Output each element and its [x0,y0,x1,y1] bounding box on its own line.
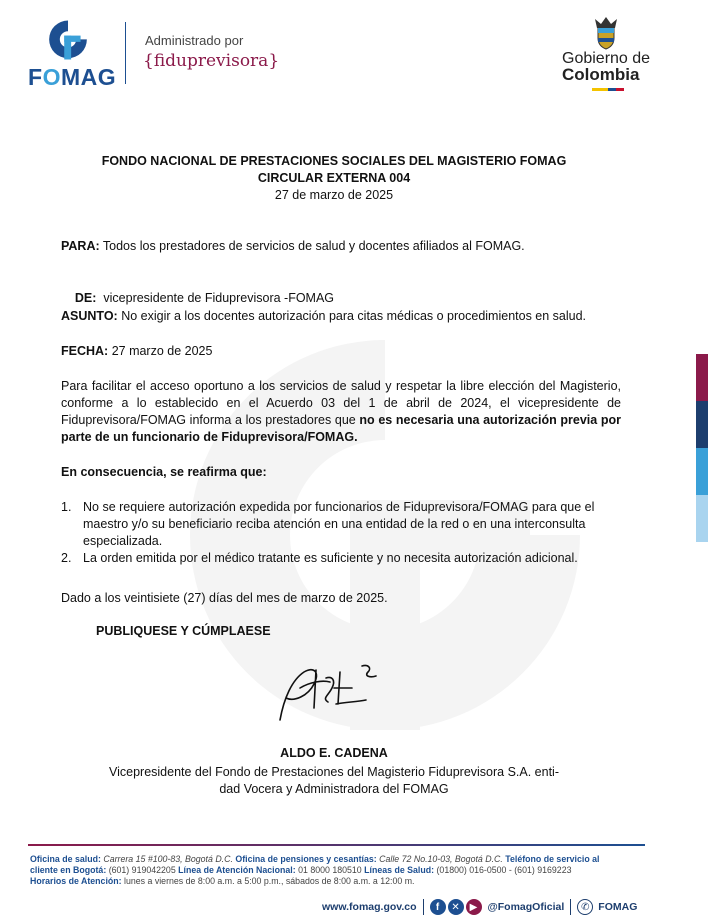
fomag-logo-icon [46,18,90,62]
social-handle[interactable]: @FomagOficial [487,901,565,913]
gov-colombia-line2: Colombia [562,65,640,84]
document-date: 27 de marzo de 2025 [274,188,394,202]
whatsapp-icon[interactable]: ✆ [577,899,593,915]
footer-contact-info [30,854,680,887]
intro-text: Para facilitar el acceso oportuno a los servicios de salud y respetar la libre elección del Magisterio, conforme a lo establecido en el Acuerdo 03 del 1 de abril de 2024, el vicepresidente de Fiduprevisora/FOMAG informa a los prestadores que [61,379,621,427]
para-value: Todos los prestadores de servicios de salud y docentes afiliados al FOMAG. [99,239,525,253]
signer-role [0,764,668,798]
consequence-heading [61,464,621,481]
para-label: PARA: [61,239,100,253]
list-item-number: 2. [61,551,72,565]
document-title: FONDO NACIONAL DE PRESTACIONES SOCIALES DEL MAGISTERIO FOMAG [101,154,567,168]
de-label: DE: [74,291,97,305]
side-bar-light [696,495,708,542]
publish-statement: PUBLIQUESE Y CÚMPLAESE [96,624,271,638]
side-bar-blue [696,448,708,495]
document-title-block [0,153,668,204]
fecha-value: 27 marzo de 2025 [108,344,213,358]
fecha-field [61,343,621,360]
asunto-label: ASUNTO: [61,309,118,323]
customer-phone-label: Teléfono de servicio al [505,854,600,864]
header-divider [125,22,126,84]
footer-separator [570,899,571,915]
health-office-address: Carrera 15 #100-83, Bogotá D.C. [100,854,236,864]
footer-divider [28,844,645,846]
health-lines-label: Líneas de Salud: [364,865,435,875]
asunto-value: No exigir a los docentes autorización para citas médicas o procedimientos en salud. [117,309,587,323]
signer-role-line1: Vicepresidente del Fondo de Prestaciones del Magisterio Fiduprevisora S.A. enti- [108,765,559,779]
de-value: vicepresidente de Fiduprevisora -FOMAG [96,291,335,305]
gov-colombia-line1: Gobierno de [562,50,651,67]
x-twitter-icon[interactable]: ✕ [448,899,464,915]
reaffirmation-list [61,499,627,567]
website-link[interactable]: www.fomag.gov.co [322,901,417,913]
list-item-text: No se requiere autorización expedida por funcionarios de Fiduprevisora/FOMAG para que el maestro y/o su beneficiario reciba atención en una entidad de la red o en una interconsulta especializada. [83,500,595,548]
administered-by-label: Administrado por [145,33,244,48]
list-item-number: 1. [61,500,72,514]
footer-separator [423,899,424,915]
list-item-text: La orden emitida por el médico tratante es suficiente y no necesita autorización adicional. [83,551,578,565]
health-lines-value: (01800) 016-0500 - (601) 9169223 [434,865,572,875]
colombia-flag-stripe [592,88,624,91]
side-color-bars [696,354,708,542]
side-bar-wine [696,354,708,401]
fomag-logo-text: FOMAG [28,64,117,90]
hours-label: Horarios de Atención: [30,876,122,886]
pension-office-label: Oficina de pensiones y cesantías: [235,854,377,864]
list-item [61,550,627,567]
handwritten-signature-icon [270,658,400,728]
letterhead [0,0,708,110]
footer-line-1 [30,854,680,865]
customer-phone-value: (601) 919042205 [106,865,179,875]
circular-number: CIRCULAR EXTERNA 004 [257,171,411,185]
intro-bold-text: no es necesaria una autorización previa por parte de un funcionario de Fiduprevisora/FOMAG. [61,413,621,444]
youtube-icon[interactable]: ▶ [466,899,482,915]
signer-name: ALDO E. CADENA [280,746,388,760]
footer-social-bar [322,897,637,917]
issued-date-line: Dado a los veintisiete (27) días del mes de marzo de 2025. [61,591,388,605]
pension-office-address: Calle 72 No.10-03, Bogotá D.C. [376,854,506,864]
fecha-label: FECHA: [61,344,109,358]
national-line-value: 01 8000 180510 [295,865,365,875]
facebook-icon[interactable]: f [430,899,446,915]
intro-paragraph [61,378,621,446]
asunto-field [61,308,621,325]
footer-line-2 [30,865,680,876]
consequence-text: En consecuencia, se reafirma que: [61,465,267,479]
fiduprevisora-logo-text: {fiduprevisora} [143,51,280,71]
national-line-label: Línea de Atención Nacional: [178,865,296,875]
para-field [61,238,621,255]
customer-phone-label-cont: cliente en Bogotá: [30,865,107,875]
footer-line-3 [30,876,680,887]
health-office-label: Oficina de salud: [30,854,101,864]
hours-value: lunes a viernes de 8:00 a.m. a 5:00 p.m., sábados de 8:00 a.m. a 12:00 m. [121,876,415,886]
signer-role-line2: dad Vocera y Administradora del FOMAG [219,782,449,796]
whatsapp-label[interactable]: FOMAG [598,901,638,913]
colombia-coat-of-arms-icon [591,16,621,50]
list-item [61,499,627,550]
side-bar-navy [696,401,708,448]
